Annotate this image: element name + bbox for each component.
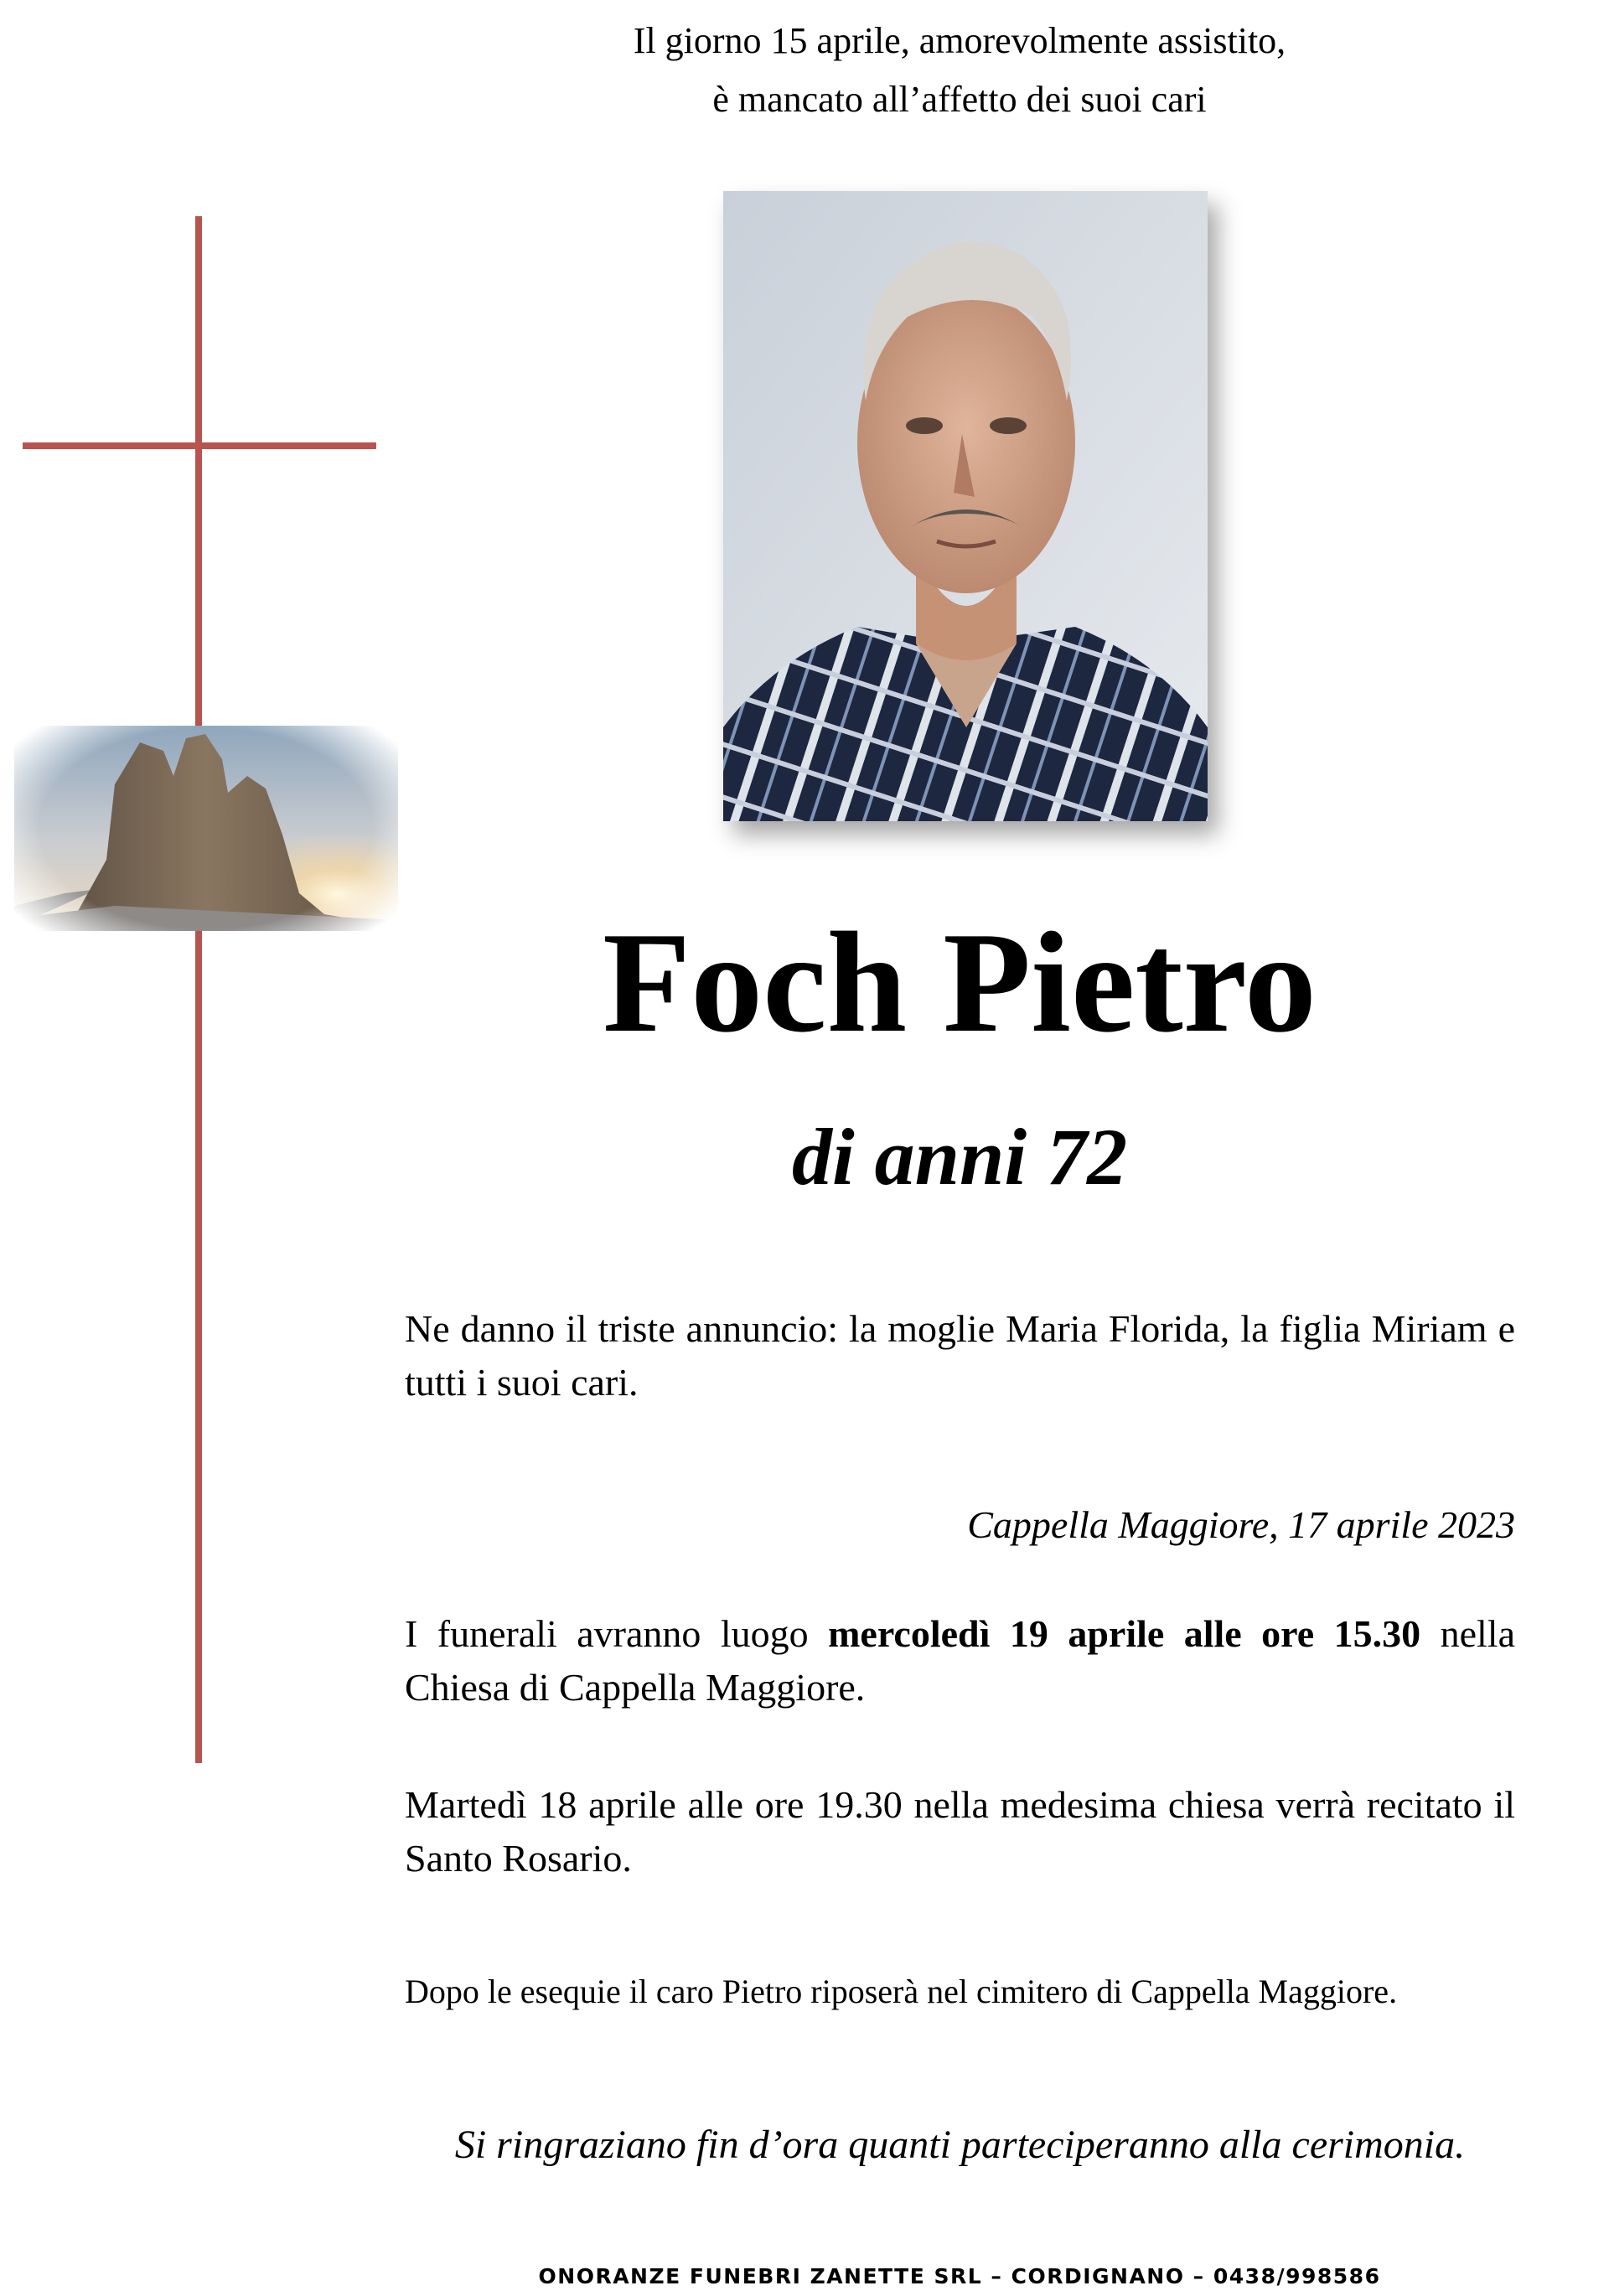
funeral-date-time: mercoledì 19 aprile alle ore 15.30 [828, 1612, 1421, 1655]
funeral-paragraph [405, 1607, 1515, 1714]
mountain-landscape-image [14, 726, 398, 931]
place-and-date: Cappella Maggiore, 17 aprile 2023 [967, 1503, 1515, 1546]
deceased-age: di anni 72 [791, 1112, 1128, 1202]
deceased-name: Foch Pietro [603, 903, 1317, 1063]
cross-horizontal-bar [23, 442, 376, 449]
funeral-text-after: nella Chiesa di Cappella Maggiore. [405, 1612, 1515, 1709]
funeral-text-before: I funerali avranno luogo [405, 1612, 829, 1655]
thanks-line: Si ringraziano fin d’ora quanti parteciperanno alla cerimonia. [454, 2123, 1466, 2167]
intro-line-1: Il giorno 15 aprile, amorevolmente assistito, [633, 20, 1286, 61]
funeral-home-footer: ONORANZE FUNEBRI ZANETTE SRL – CORDIGNANO – 0438/998586 [538, 2264, 1381, 2288]
rosary-paragraph: Martedì 18 aprile alle ore 19.30 nella medesima chiesa verrà recitato il Santo Rosario. [405, 1783, 1515, 1880]
announcement-paragraph: Ne danno il triste annuncio: la moglie Maria Florida, la figlia Miriam e tutti i suoi cari. [405, 1307, 1515, 1404]
intro-line-2: è mancato all’affetto dei suoi cari [712, 79, 1207, 120]
intro-text [436, 12, 1483, 129]
deceased-portrait-photo [723, 191, 1208, 821]
burial-paragraph: Dopo le esequie il caro Pietro riposerà nel cimitero di Cappella Maggiore. [405, 1973, 1398, 2010]
